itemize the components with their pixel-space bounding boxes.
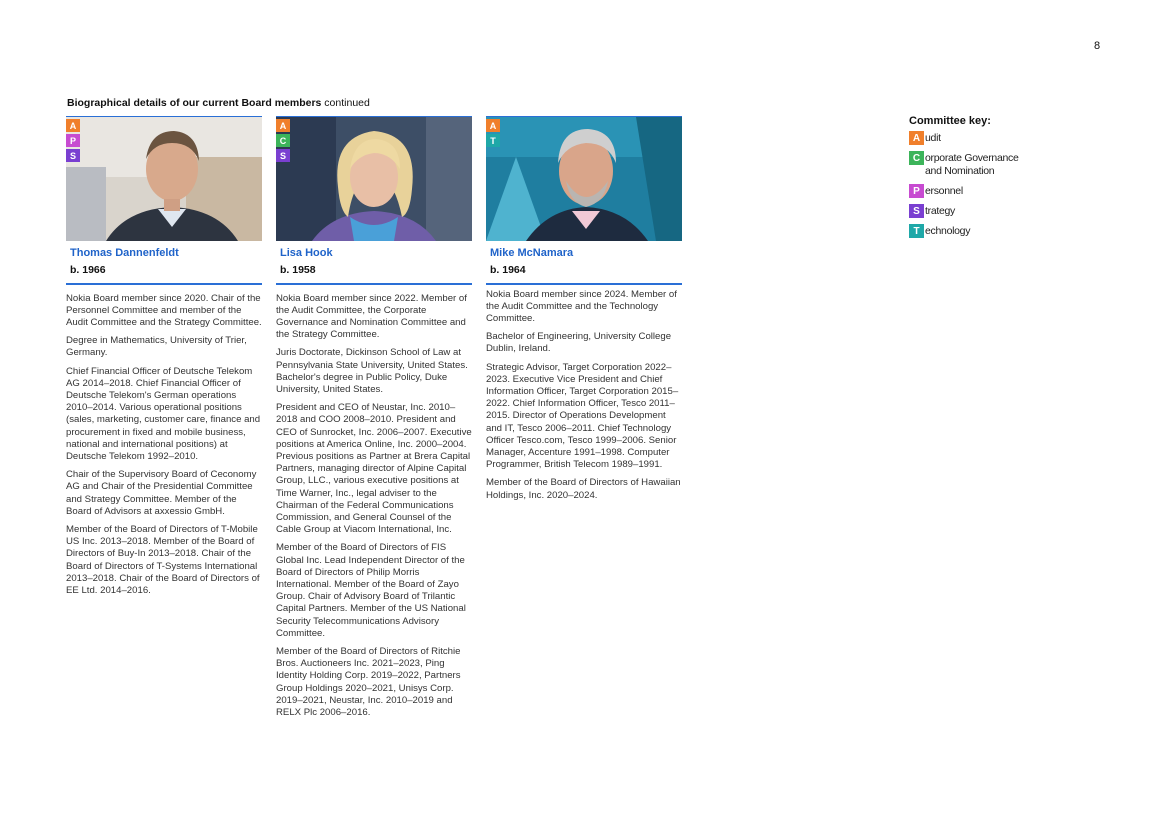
bio-paragraph: Member of the Board of Directors of FIS Global Inc. Lead Independent Director of the Board of Directors of Philip Morris International. Member of the Board of Zayo Group. Chair of Advisory Board of Trilantic Capital Partners. Member of the US National Security Telecommunications Advisory Committee. bbox=[276, 542, 466, 639]
committee-key-label: echnology bbox=[925, 225, 971, 237]
member-birth-year: b. 1966 bbox=[70, 264, 106, 276]
board-member-card bbox=[66, 116, 262, 603]
member-photo-image bbox=[276, 117, 472, 241]
bio-paragraph: Strategic Advisor, Target Corporation 2022–2023. Executive Vice President and Chief Information Officer, Target Corporation 2015–2022. Chief Information Officer, Tesco 2011–2015. Director of Operations Development and IT, Tesco 2006–2011. Chief Technology Officer Tesco.com, Tesco 1999–2006. Senior Manager, Accenture 1991–1998. Computer Programmer, British Telecom 1989–1991. bbox=[486, 361, 679, 471]
committee-key-badge: T bbox=[909, 224, 924, 238]
committee-key-item-technology bbox=[909, 224, 1069, 238]
page-number: 8 bbox=[1094, 40, 1101, 52]
board-member-card bbox=[486, 116, 682, 508]
committee-badge: A bbox=[66, 119, 80, 132]
member-birth-year: b. 1958 bbox=[280, 264, 316, 276]
bio-paragraph: Nokia Board member since 2020. Chair of the Personnel Committee and member of the Audit Committee and the Strategy Committee. bbox=[66, 292, 262, 328]
committee-badge: S bbox=[66, 149, 80, 162]
committee-key bbox=[909, 115, 1069, 244]
committee-key-badge: S bbox=[909, 204, 924, 218]
divider bbox=[486, 283, 682, 285]
bio-paragraph: Member of the Board of Directors of Ritchie Bros. Auctioneers Inc. 2021–2023, Ping Identity Holding Corp. 2019–2022, Partners Group Holdings 2020–2021, Unisys Corp. 2019–2021, Neustar, Inc. 2010–2019 and RELX Plc 2006–2016. bbox=[276, 645, 461, 718]
committee-key-item-strategy bbox=[909, 204, 1069, 218]
bio-paragraph: Juris Doctorate, Dickinson School of Law at Pennsylvania State University, United States. Bachelor's degree in Public Policy, Duke University, United States. bbox=[276, 347, 468, 395]
committee-badges bbox=[486, 119, 500, 147]
member-bio bbox=[276, 293, 472, 720]
committee-badge: C bbox=[276, 134, 290, 147]
committee-key-label: ersonnel bbox=[925, 185, 963, 197]
committee-key-label: trategy bbox=[925, 205, 955, 217]
committee-badge: A bbox=[486, 119, 500, 132]
member-photo bbox=[276, 116, 472, 241]
bio-paragraph: Nokia Board member since 2022. Member of the Audit Committee, the Corporate Governance and Nomination Committee and the Strategy Committee. bbox=[276, 292, 467, 341]
section-heading-bold: Biographical details of our current Board members bbox=[67, 97, 322, 109]
member-photo bbox=[66, 116, 262, 241]
member-name: Lisa Hook bbox=[280, 247, 333, 259]
committee-key-item-audit bbox=[909, 131, 1069, 145]
committee-badge: S bbox=[276, 149, 290, 162]
member-photo-image bbox=[66, 117, 262, 241]
member-birth-year: b. 1964 bbox=[490, 264, 526, 276]
member-name: Mike McNamara bbox=[490, 247, 574, 259]
committee-key-title: Committee key: bbox=[909, 115, 991, 127]
bio-paragraph: Bachelor of Engineering, University College Dublin, Ireland. bbox=[486, 331, 672, 355]
bio-paragraph: President and CEO of Neustar, Inc. 2010–2018 and COO 2008–2010. President and CEO of Sunrocket, Inc. 2006–2007. Executive positions at America Online, Inc. 2000–2004. Previous positions as Partner at Brera Capital Partners, managing director of Alpine Capital Group, LLC., various executive positions at Time Warner, Inc., legal adviser to the Chairman of the Federal Communications Commission, and General Counsel of the Cable Group at Viacom International, Inc. bbox=[276, 402, 472, 536]
committee-key-badge: P bbox=[909, 184, 924, 198]
committee-key-badge: A bbox=[909, 131, 924, 145]
divider bbox=[276, 283, 472, 285]
member-bio bbox=[486, 289, 682, 502]
divider bbox=[66, 283, 262, 285]
bio-paragraph: Member of the Board of Directors of Hawaiian Holdings, Inc. 2020–2024. bbox=[486, 477, 681, 501]
committee-badge: A bbox=[276, 119, 290, 132]
bio-paragraph: Chair of the Supervisory Board of Ceconomy AG and Chair of the Presidential Committee and Strategy Committee. Member of the Board of Advisors at axxessio GmbH. bbox=[66, 469, 257, 517]
section-heading bbox=[67, 97, 370, 109]
committee-key-item-corporate-governance bbox=[909, 151, 1069, 178]
committee-badge: T bbox=[486, 134, 500, 147]
committee-key-label: orporate Governance and Nomination bbox=[925, 152, 1019, 177]
committee-key-label: udit bbox=[925, 132, 941, 144]
section-heading-rest: continued bbox=[321, 97, 370, 109]
member-photo-image bbox=[486, 117, 682, 241]
board-member-card bbox=[276, 116, 472, 725]
bio-paragraph: Chief Financial Officer of Deutsche Telekom AG 2014–2018. Chief Financial Officer of Deutsche Telekom's German operations 2010–2014. Various operational positions (sales, marketing, customer care, finance and procurement in fixed and mobile business, national and international positions) at Deutsche Telekom 1992–2010. bbox=[66, 365, 261, 462]
committee-badges bbox=[66, 119, 80, 162]
member-photo bbox=[486, 116, 682, 241]
member-name: Thomas Dannenfeldt bbox=[70, 247, 179, 259]
bio-paragraph: Member of the Board of Directors of T-Mobile US Inc. 2013–2018. Member of the Board of Directors of Buy-In 2013–2018. Chair of the Board of Directors of T-Systems International 2013–2018. Chair of the Board of Directors of EE Ltd. 2014–2016. bbox=[66, 523, 260, 596]
bio-paragraph: Degree in Mathematics, University of Trier, Germany. bbox=[66, 335, 247, 359]
committee-badge: P bbox=[66, 134, 80, 147]
bio-paragraph: Nokia Board member since 2024. Member of the Audit Committee and the Technology Committee. bbox=[486, 288, 677, 324]
committee-key-badge: C bbox=[909, 151, 924, 165]
committee-badges bbox=[276, 119, 290, 162]
committee-key-item-personnel bbox=[909, 184, 1069, 198]
member-bio bbox=[66, 293, 262, 598]
